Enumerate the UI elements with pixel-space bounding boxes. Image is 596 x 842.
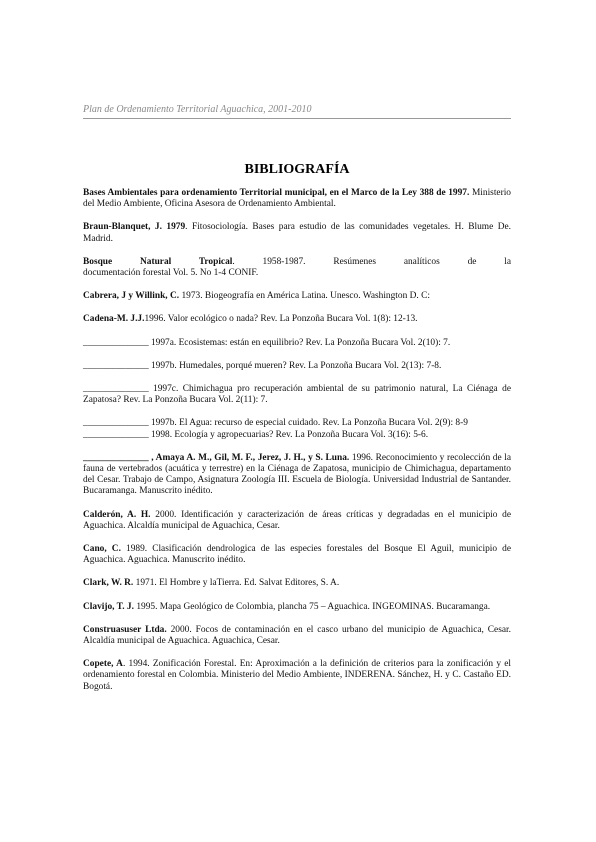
entry-author: Construasuser Ltda. — [83, 624, 167, 635]
entry-author: Bases Ambientales para ordenamiento Territorial municipal, en el Marco de la Ley 388 de 1997. — [83, 188, 470, 198]
entry-text: 1989. Clasificación dendrologica de las especies forestales del Bosque El Aguil, municipio de Aguachica. Aguachica. Manuscrito inédito. — [83, 544, 511, 566]
entry-author: Bosque Natural Tropical — [83, 256, 233, 267]
entry-author: Braun-Blanquet, J. 1979 — [83, 222, 186, 233]
bibliography-entry — [83, 222, 511, 244]
bibliography-entry — [83, 625, 511, 647]
entry-author: Clark, W. R. — [83, 578, 134, 589]
bibliography-entry — [83, 257, 511, 279]
entry-text: 1971. El Hombre y laTierra. Ed. Salvat Editores, S. A. — [133, 578, 340, 589]
entry-text: 2000. Focos de contaminación en el casco urbano del municipio de Aguachica, Cesar. Alcaldía municipal de Aguachica. Aguachica, Cesar. — [83, 624, 511, 647]
entry-line — [83, 257, 511, 268]
entry-author: Cano, C. — [83, 544, 121, 555]
entry-text: ______________ 1997b. Humedales, porqué mueren? Rev. La Ponzoña Bucara Vol. 2(13): 7-8. — [83, 360, 442, 371]
bibliography-entry — [83, 510, 511, 532]
entry-text: . 1994. Zonificación Forestal. En: Aproximación a la definición de criterios para la zonificación y el ordenamiento forestal en Colombia. Ministerio del Medio Ambiente, INDERENA. Sánchez, H. y C. Castaño ED. Bogotá. — [83, 659, 511, 692]
entry-text: 2000. Identificación y caracterización de áreas críticas y degradadas en el municipio de Aguachica. Alcaldía municipal de Aguachica, Cesar. — [83, 509, 512, 531]
running-header: Plan de Ordenamiento Territorial Aguachica, 2001-2010 — [83, 104, 511, 119]
entry-text: ______________ 1997a. Ecosistemas: están en equilibrio? Rev. La Ponzoña Bucara Vol. 2(10): 7. — [83, 337, 451, 348]
page-title: BIBLIOGRAFÍA — [244, 162, 350, 177]
entry-author: Cadena-M. J.J. — [83, 314, 145, 325]
bibliography-entry — [83, 418, 511, 429]
entry-text: . Fitosociología. Bases para estudio de las comunidades vegetales. H. Blume De. Madrid. — [83, 222, 511, 244]
bibliography-entry — [83, 314, 511, 325]
bibliography-entry — [83, 578, 511, 589]
entry-text: 1973. Biogeografía en América Latina. Unesco. Washington D. C: — [179, 291, 430, 302]
entry-text: 1995. Mapa Geológico de Colombia, plancha 75 – Aguachica. INGEOMINAS. Bucaramanga. — [133, 601, 491, 612]
entry-text: ______________ 1998. Ecología y agropecuarias? Rev. La Ponzoña Bucara Vol. 3(16): 5-6. — [83, 429, 429, 440]
entry-author: Copete, A — [83, 659, 123, 670]
entry-text: ______________ 1997c. Chimichagua pro recuperación ambiental de su patrimonio natural, La Ciénaga de Zapatosa? Rev. La Ponzoña Bucara Vol. 2(11): 7. — [83, 384, 511, 406]
entry-text: ______________ 1997b. El Agua: recurso de especial cuidado. Rev. La Ponzoña Bucara Vol. 2(9): 8-9 — [83, 418, 468, 429]
bibliography-entry — [83, 544, 511, 566]
bibliography-entry — [83, 361, 511, 372]
bibliography-entry — [83, 430, 511, 441]
entry-author: ______________ , Amaya A. M., Gil, M. F., Jerez, J. H., y S. Luna. — [83, 452, 350, 463]
entry-author: Cabrera, J y Willink, C. — [83, 291, 180, 302]
bibliography-entry — [83, 338, 511, 349]
entry-author: Calderón, A. H. — [83, 509, 151, 520]
bibliography-entry — [83, 602, 511, 613]
bibliography-list — [83, 188, 511, 705]
bibliography-entry — [83, 453, 511, 498]
entry-text: 1996. Valor ecológico o nada? Rev. La Ponzoña Bucara Vol. 1(8): 12-13. — [144, 314, 418, 325]
entry-text: . 1958-1987. Resúmenes analíticos de la — [232, 256, 511, 267]
bibliography-entry — [83, 188, 511, 210]
entry-text: 1996. Reconocimiento y recolección de la fauna de vertebrados (acuática y terrestre) en la Ciénaga de Zapatosa, municipio de Chimichagua, departamento del Cesar. Trabajo de Campo, Asignatura Zoología III. Escuela de Biología. Universidad Industrial de Santander. Bucaramanga. Manuscrito inédito. — [83, 452, 511, 497]
bibliography-entry — [83, 384, 511, 406]
entry-text: Ministerio del Medio Ambiente, Oficina Asesora de Ordenamiento Ambiental. — [83, 188, 511, 210]
bibliography-entry — [83, 659, 511, 693]
bibliography-entry — [83, 291, 511, 302]
entry-author: Clavijo, T. J. — [83, 601, 134, 612]
entry-text-continued: documentación forestal Vol. 5. No 1-4 CONIF. — [83, 268, 259, 279]
